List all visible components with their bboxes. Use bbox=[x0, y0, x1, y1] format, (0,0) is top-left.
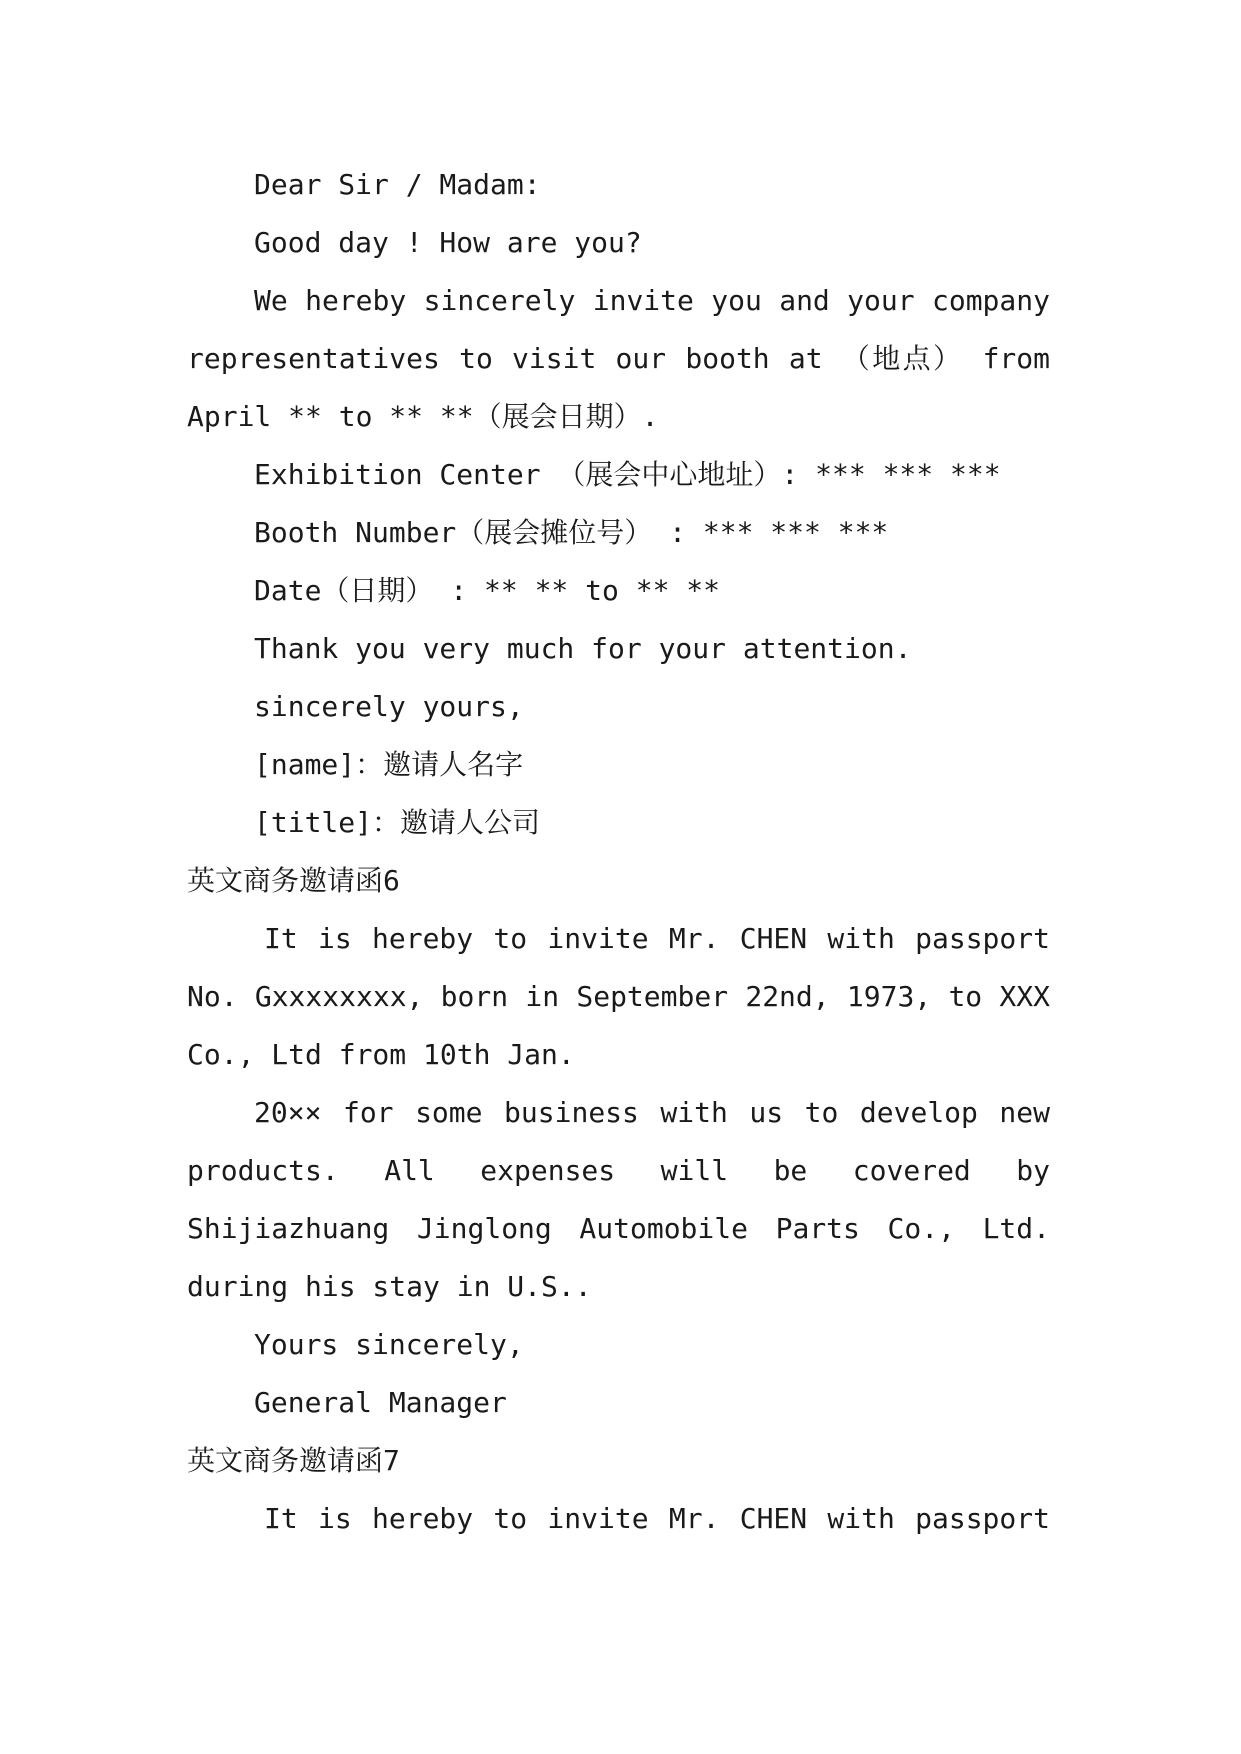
signer-title-line: General Manager bbox=[254, 1386, 507, 1419]
paragraph-line: products. All expenses will be covered by bbox=[187, 1154, 1050, 1187]
title-line: [title]：邀请人公司 bbox=[254, 806, 541, 839]
salutation-line: Dear Sir / Madam: bbox=[254, 168, 541, 201]
paragraph-line: during his stay in U.S.. bbox=[187, 1270, 592, 1303]
paragraph-line: No. Gxxxxxxxx, born in September 22nd, 1973, to XXX bbox=[187, 980, 1050, 1013]
greeting-line: Good day ! How are you? bbox=[254, 226, 642, 259]
section-heading: 英文商务邀请函7 bbox=[187, 1444, 400, 1477]
paragraph-line: It is hereby to invite Mr. CHEN with passport bbox=[264, 1502, 1050, 1535]
detail-line-exhibition-center: Exhibition Center （展会中心地址）: *** *** *** bbox=[254, 458, 1001, 491]
signoff-line: Yours sincerely, bbox=[254, 1328, 524, 1361]
paragraph-line: Shijiazhuang Jinglong Automobile Parts Co., Ltd. bbox=[187, 1212, 1050, 1245]
paragraph-line: 20×× for some business with us to develop new bbox=[254, 1096, 1050, 1129]
detail-line-booth-number: Booth Number（展会摊位号） : *** *** *** bbox=[254, 516, 889, 549]
name-line: [name]：邀请人名字 bbox=[254, 748, 524, 781]
section-heading: 英文商务邀请函6 bbox=[187, 864, 400, 897]
paragraph-line: It is hereby to invite Mr. CHEN with passport bbox=[264, 922, 1050, 955]
closing-line: Thank you very much for your attention. bbox=[254, 632, 912, 665]
signoff-line: sincerely yours, bbox=[254, 690, 524, 723]
paragraph-line: representatives to visit our booth at （地点） from bbox=[187, 342, 1050, 375]
paragraph-line: April ** to ** **（展会日期）. bbox=[187, 400, 659, 433]
detail-line-date: Date（日期） : ** ** to ** ** bbox=[254, 574, 721, 607]
paragraph-line: Co., Ltd from 10th Jan. bbox=[187, 1038, 575, 1071]
paragraph-line: We hereby sincerely invite you and your company bbox=[254, 284, 1050, 317]
